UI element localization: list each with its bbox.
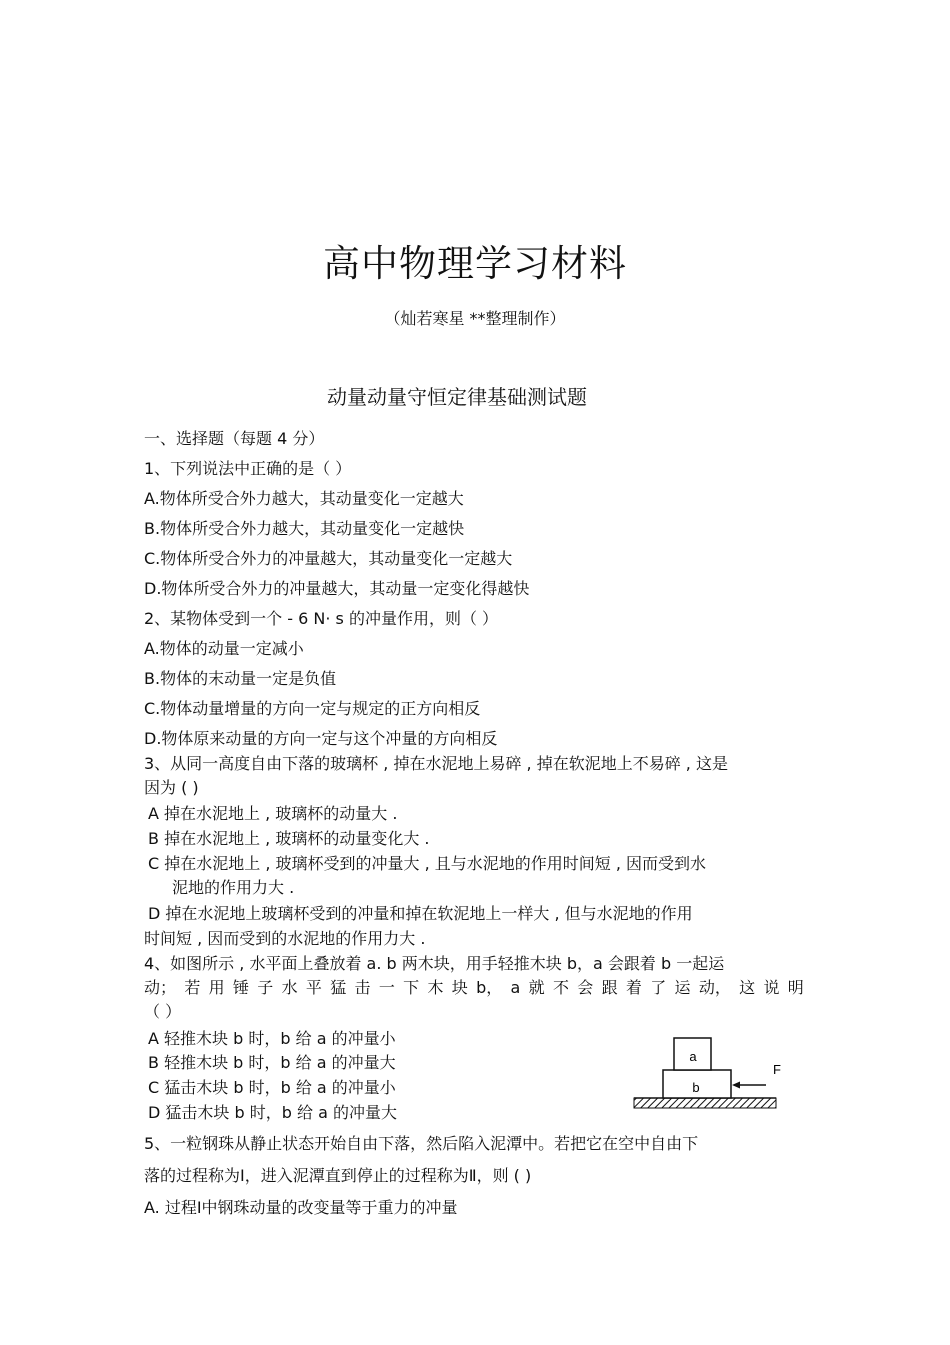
q4-word: 块 [451, 978, 468, 997]
q4-word: 猛 [330, 978, 347, 997]
q4-word: 了 [650, 978, 667, 997]
q2-stem: 2、某物体受到一个 - 6 N· s 的冲量作用，则（ ） [144, 609, 499, 628]
q3-stem-line1: 3、从同一高度自由下落的玻璃杯 , 掉在水泥地上易碎 , 掉在软泥地上不易碎 , 这是 [144, 754, 728, 773]
ground-surface [634, 1098, 776, 1108]
q1-option-b: B.物体所受合外力越大，其动量变化一定越快 [144, 519, 465, 538]
q4-word: 木 [427, 978, 444, 997]
section-title: 一、选择题（每题 4 分） [144, 429, 325, 448]
q1-option-a: A.物体所受合外力越大，其动量变化一定越大 [144, 489, 464, 508]
q3-option-d-line1: D 掉在水泥地上玻璃杯受到的冲量和掉在软泥地上一样大 , 但与水泥地的作用 [148, 904, 693, 923]
block-a-label: a [689, 1049, 697, 1064]
q4-word: 跟 [601, 978, 618, 997]
q4-stem-line1: 4、如图所示 , 水平面上叠放着 a. b 两木块，用手轻推木块 b，a 会跟着 b 一起运 [144, 954, 725, 973]
q4-word: 水 [281, 978, 298, 997]
q4-word: b， [476, 978, 503, 997]
force-arrow-head [732, 1082, 740, 1089]
q4-word: 动； [144, 978, 177, 997]
q4-word: 这 [739, 978, 756, 997]
q1-option-d: D.物体所受合外力的冲量越大，其动量一定变化得越快 [144, 579, 530, 598]
q4-word: 就 [528, 978, 545, 997]
q3-stem-line2: 因为 ( ) [144, 778, 199, 797]
q4-option-d: D 猛击木块 b 时，b 给 a 的冲量大 [148, 1103, 397, 1122]
q4-word: 会 [577, 978, 594, 997]
q4-word: a [510, 978, 521, 997]
q4-word: 子 [257, 978, 274, 997]
q5-option-a: A. 过程Ⅰ中钢珠动量的改变量等于重力的冲量 [144, 1198, 458, 1217]
page-subtitle: （灿若寒星 **整理制作） [384, 309, 566, 328]
q4-word: 一 [378, 978, 395, 997]
q2-option-d: D.物体原来动量的方向一定与这个冲量的方向相反 [144, 729, 498, 748]
q3-option-b: B 掉在水泥地上 , 玻璃杯的动量变化大 . [148, 829, 430, 848]
force-label: F [773, 1062, 781, 1077]
page-title: 高中物理学习材料 [323, 242, 627, 285]
q3-option-c-line2: 泥地的作用力大 . [172, 878, 295, 897]
q2-option-b: B.物体的末动量一定是负值 [144, 669, 337, 688]
q5-stem-line1: 5、一粒钢珠从静止状态开始自由下落，然后陷入泥潭中。若把它在空中自由下 [144, 1134, 699, 1153]
q4-option-c: C 猛击木块 b 时，b 给 a 的冲量小 [148, 1078, 396, 1097]
q4-word: 着 [625, 978, 642, 997]
q1-option-c: C.物体所受合外力的冲量越大，其动量变化一定越大 [144, 549, 513, 568]
q4-stem-line3: （ ） [144, 1002, 182, 1021]
q1-stem: 1、下列说法中正确的是（ ） [144, 459, 352, 478]
q4-word: 平 [305, 978, 322, 997]
q4-stem-line2 [144, 978, 804, 998]
q2-option-a: A.物体的动量一定减小 [144, 639, 304, 658]
q2-option-c: C.物体动量增量的方向一定与规定的正方向相反 [144, 699, 481, 718]
q4-word: 用 [208, 978, 225, 997]
q5-stem-line2: 落的过程称为Ⅰ，进入泥潭直到停止的过程称为Ⅱ，则 ( ) [144, 1166, 532, 1185]
stacked-blocks-figure [626, 1030, 786, 1120]
stacked-blocks-diagram [626, 1030, 786, 1120]
block-b-label: b [692, 1080, 700, 1095]
q4-word: 动， [698, 978, 731, 997]
q4-word: 击 [354, 978, 371, 997]
q4-word: 说 [763, 978, 780, 997]
q4-word: 明 [787, 978, 804, 997]
q3-option-d-line2: 时间短 , 因而受到的水泥地的作用力大 . [144, 929, 426, 948]
q4-option-b: B 轻推木块 b 时，b 给 a 的冲量大 [148, 1053, 396, 1072]
q3-option-c-line1: C 掉在水泥地上 , 玻璃杯受到的冲量大 , 且与水泥地的作用时间短 , 因而受到水 [148, 854, 707, 873]
q4-word: 不 [552, 978, 569, 997]
q4-word: 锤 [232, 978, 249, 997]
q4-option-a: A 轻推木块 b 时，b 给 a 的冲量小 [148, 1029, 396, 1048]
q4-word: 若 [184, 978, 201, 997]
q3-option-a: A 掉在水泥地上 , 玻璃杯的动量大 . [148, 804, 398, 823]
q4-word: 下 [403, 978, 420, 997]
q4-word: 运 [674, 978, 691, 997]
test-heading: 动量动量守恒定律基础测试题 [327, 385, 587, 409]
